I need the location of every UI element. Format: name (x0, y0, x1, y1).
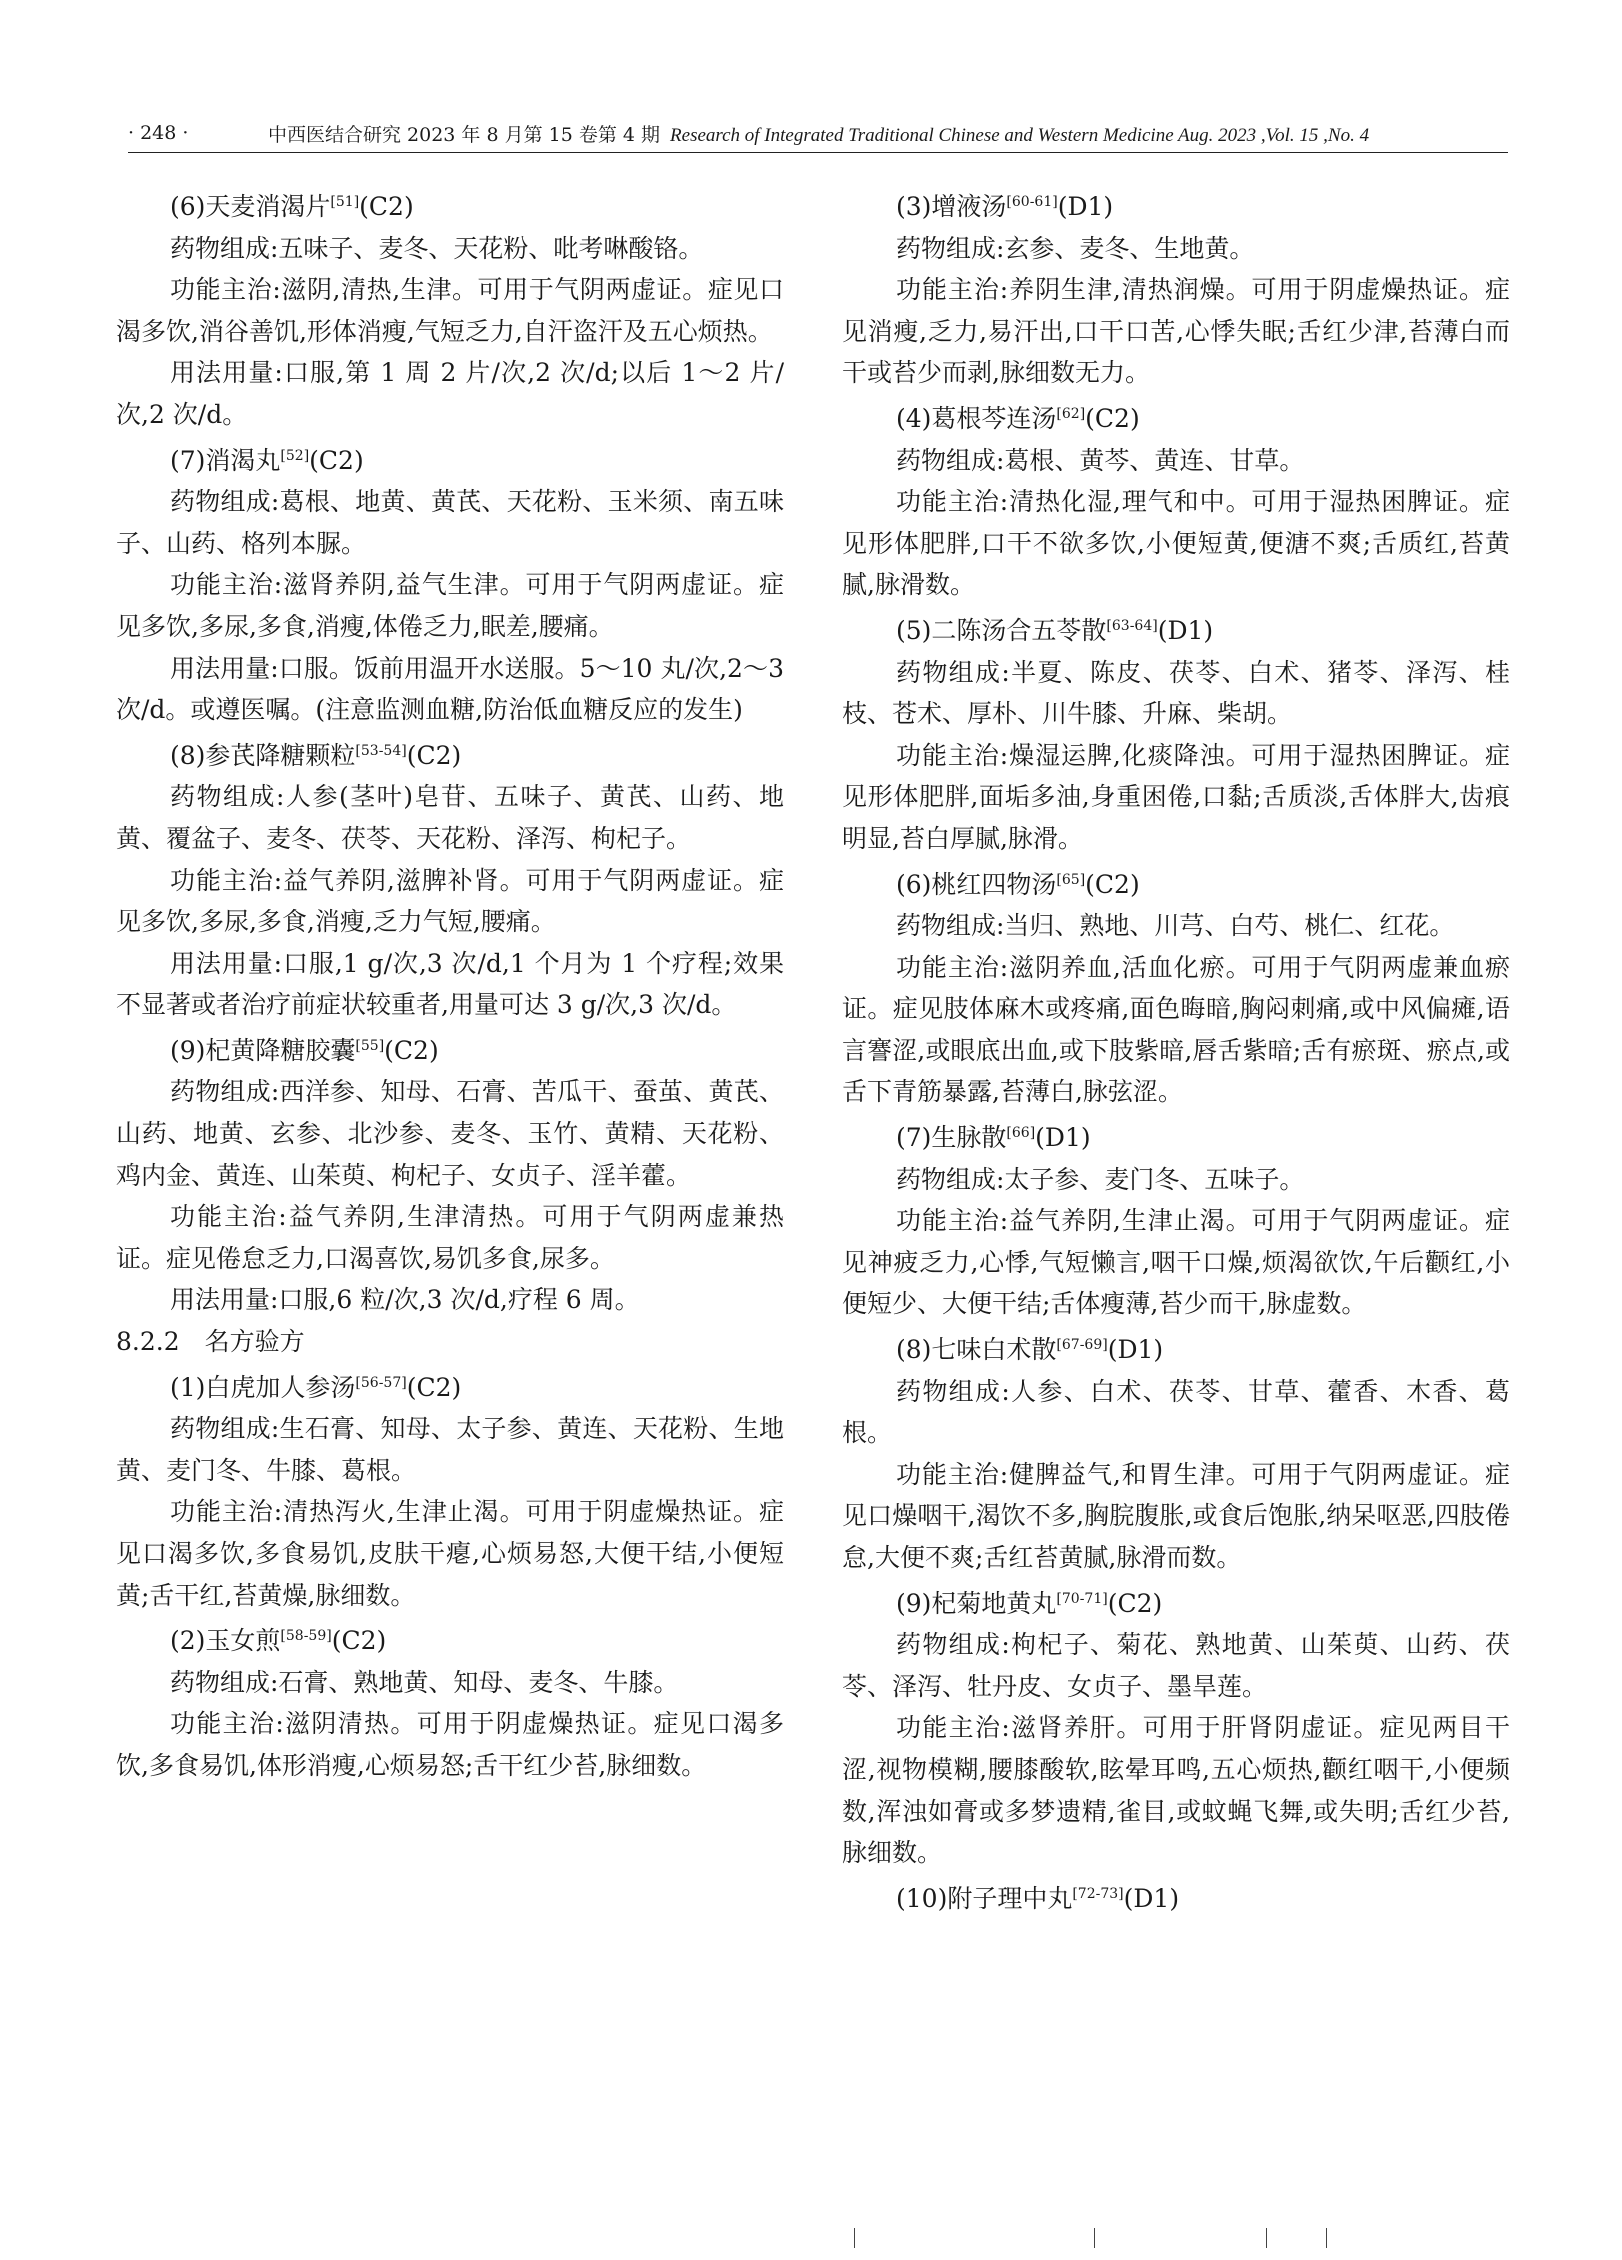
dosage-text: 用法用量:口服,第 1 周 2 片/次,2 次/d;以后 1～2 片/次,2 次/d。 (116, 358, 784, 429)
item-heading: (5)二陈汤合五苓散[63-64](D1) (896, 615, 1214, 645)
citation-ref: [65] (1056, 871, 1086, 888)
page-edge-mark (1266, 2228, 1267, 2248)
dosage-text: 用法用量:口服,6 粒/次,3 次/d,疗程 6 周。 (170, 1285, 640, 1315)
composition-text: 药物组成:西洋参、知母、石膏、苦瓜干、蚕茧、黄芪、山药、地黄、玄参、北沙参、麦冬、玉竹、黄精、天花粉、鸡内金、黄连、山茱萸、枸杞子、女贞子、淫羊藿。 (116, 1077, 784, 1190)
item-heading: (10)附子理中丸[72-73](D1) (896, 1883, 1180, 1913)
citation-ref: [70-71] (1056, 1590, 1108, 1607)
item-heading: (8)参芪降糖颗粒[53-54](C2) (170, 740, 462, 770)
citation-ref: [62] (1056, 405, 1086, 422)
composition-text: 药物组成:生石膏、知母、太子参、黄连、天花粉、生地黄、麦门冬、牛膝、葛根。 (116, 1414, 784, 1485)
indication-text: 功能主治:健脾益气,和胃生津。可用于气阴两虚证。症见口燥咽干,渴饮不多,胸脘腹胀,或食后饱胀,纳呆呕恶,四肢倦怠,大便不爽;舌红苔黄腻,脉滑而数。 (842, 1459, 1510, 1572)
composition-text: 药物组成:玄参、麦冬、生地黄。 (896, 233, 1255, 263)
indication-text: 功能主治:益气养阴,滋脾补肾。可用于气阴两虚证。症见多饮,多尿,多食,消瘦,乏力气短,腰痛。 (116, 865, 784, 937)
citation-ref: [72-73] (1072, 1885, 1124, 1902)
indication-text: 功能主治:滋肾养肝。可用于肝肾阴虚证。症见两目干涩,视物模糊,腰膝酸软,眩晕耳鸣,五心烦热,颧红咽干,小便频数,浑浊如膏或多梦遗精,雀目,或蚊蝇飞舞,或失明;舌红少苔,脉细数。 (842, 1713, 1510, 1868)
indication-text: 功能主治:清热泻火,生津止渴。可用于阴虚燥热证。症见口渴多饮,多食易饥,皮肤干瘪,心烦易怒,大便干结,小便短黄;舌干红,苔黄燥,脉细数。 (116, 1497, 784, 1610)
item-heading: (6)天麦消渴片[51](C2) (170, 192, 414, 221)
indication-text: 功能主治:益气养阴,生津清热。可用于气阴两虚兼热证。症见倦怠乏力,口渴喜饮,易饥多食,尿多。 (116, 1202, 784, 1273)
composition-text: 药物组成:太子参、麦门冬、五味子。 (896, 1164, 1305, 1194)
item-heading: (7)消渴丸[52](C2) (170, 445, 364, 475)
item-heading: (7)生脉散[66](D1) (896, 1123, 1091, 1153)
indication-text: 功能主治:滋阴养血,活血化瘀。可用于气阴两虚兼血瘀证。症见肢体麻木或疼痛,面色晦暗,胸闷刺痛,或中风偏瘫,语言謇涩,或眼底出血,或下肢紫暗,唇舌紫暗;舌有瘀斑、瘀点,或舌下青筋暴露,苔薄白,脉弦涩。 (842, 952, 1510, 1107)
indication-text: 功能主治:滋阴清热。可用于阴虚燥热证。症见口渴多饮,多食易饥,体形消瘦,心烦易怒;舌干红少苔,脉细数。 (116, 1709, 784, 1780)
page-edge-mark (1326, 2228, 1327, 2248)
composition-text: 药物组成:五味子、麦冬、天花粉、吡考啉酸铬。 (170, 233, 704, 263)
composition-text: 药物组成:葛根、黄芩、黄连、甘草。 (896, 445, 1305, 475)
right-column (842, 182, 1510, 1919)
composition-text: 药物组成:石膏、熟地黄、知母、麦冬、牛膝。 (170, 1667, 679, 1697)
composition-text: 药物组成:枸杞子、菊花、熟地黄、山茱萸、山药、茯苓、泽泻、牡丹皮、女贞子、墨旱莲。 (842, 1630, 1510, 1701)
page-edge-mark (854, 2228, 855, 2248)
citation-ref: [52] (280, 447, 310, 464)
indication-text: 功能主治:滋阴,清热,生津。可用于气阴两虚证。症见口渴多饮,消谷善饥,形体消瘦,气短乏力,自汗盗汗及五心烦热。 (116, 275, 784, 346)
citation-ref: [58-59] (280, 1628, 332, 1645)
running-header (128, 116, 1508, 152)
citation-ref: [53-54] (355, 742, 407, 759)
item-heading: (6)桃红四物汤[65](C2) (896, 869, 1140, 899)
indication-text: 功能主治:燥湿运脾,化痰降浊。可用于湿热困脾证。症见形体肥胖,面垢多油,身重困倦,口黏;舌质淡,舌体胖大,齿痕明显,苔白厚腻,脉滑。 (842, 740, 1510, 853)
journal-citation (268, 120, 1369, 147)
item-heading: (2)玉女煎[58-59](C2) (170, 1626, 387, 1656)
composition-text: 药物组成:人参、白术、茯苓、甘草、藿香、木香、葛根。 (842, 1376, 1510, 1448)
item-heading: (9)杞菊地黄丸[70-71](C2) (896, 1588, 1163, 1618)
item-heading: (3)增液汤[60-61](D1) (896, 192, 1114, 221)
citation-ref: [63-64] (1106, 617, 1158, 634)
composition-text: 药物组成:半夏、陈皮、茯苓、白术、猪苓、泽泻、桂枝、苍术、厚朴、川牛膝、升麻、柴胡。 (842, 657, 1510, 729)
citation-ref: [55] (355, 1037, 385, 1054)
citation-ref: [51] (330, 194, 360, 210)
dosage-text: 用法用量:口服。饭前用温开水送服。5～10 丸/次,2～3 次/d。或遵医嘱。(注意监测血糖,防治低血糖反应的发生) (116, 653, 784, 725)
citation-ref: [56-57] (355, 1374, 407, 1391)
indication-text: 功能主治:清热化湿,理气和中。可用于湿热困脾证。症见形体肥胖,口干不欲多饮,小便短黄,便溏不爽;舌质红,苔黄腻,脉滑数。 (842, 487, 1510, 600)
indication-text: 功能主治:养阴生津,清热润燥。可用于阴虚燥热证。症见消瘦,乏力,易汗出,口干口苦,心悸失眠;舌红少津,苔薄白而干或苔少而剥,脉细数无力。 (842, 275, 1510, 388)
header-rule (128, 152, 1508, 153)
item-heading: (4)葛根芩连汤[62](C2) (896, 403, 1140, 433)
page-edge-mark (1094, 2228, 1095, 2248)
item-heading: (8)七味白术散[67-69](D1) (896, 1335, 1164, 1365)
left-column (116, 182, 784, 1787)
journal-name-en: Research of Integrated Traditional Chinese and Western Medicine Aug. 2023 ,Vol. 15 ,No. 4 (670, 125, 1370, 146)
composition-text: 药物组成:人参(茎叶)皂苷、五味子、黄芪、山药、地黄、覆盆子、麦冬、茯苓、天花粉、泽泻、枸杞子。 (116, 782, 784, 853)
indication-text: 功能主治:滋肾养阴,益气生津。可用于气阴两虚证。症见多饮,多尿,多食,消瘦,体倦乏力,眠差,腰痛。 (116, 570, 784, 641)
indication-text: 功能主治:益气养阴,生津止渴。可用于气阴两虚证。症见神疲乏力,心悸,气短懒言,咽干口燥,烦渴欲饮,午后颧红,小便短少、大便干结;舌体瘦薄,苔少而干,脉虚数。 (842, 1206, 1510, 1319)
citation-ref: [60-61] (1006, 194, 1058, 210)
dosage-text: 用法用量:口服,1 g/次,3 次/d,1 个月为 1 个疗程;效果不显著或者治疗前症状较重者,用量可达 3 g/次,3 次/d。 (116, 948, 784, 1020)
item-heading: (1)白虎加人参汤[56-57](C2) (170, 1372, 462, 1402)
composition-text: 药物组成:当归、熟地、川芎、白芍、桃仁、红花。 (896, 911, 1455, 941)
journal-name-cn: 中西医结合研究 2023 年 8 月第 15 卷第 4 期 (268, 124, 661, 146)
citation-ref: [66] (1006, 1125, 1036, 1142)
composition-text: 药物组成:葛根、地黄、黄芪、天花粉、玉米须、南五味子、山药、格列本脲。 (116, 487, 784, 558)
section-heading: 8.2.2 名方验方 (116, 1327, 305, 1357)
citation-ref: [67-69] (1056, 1337, 1108, 1354)
item-heading: (9)杞黄降糖胶囊[55](C2) (170, 1035, 439, 1065)
page-number: · 248 · (128, 122, 189, 144)
